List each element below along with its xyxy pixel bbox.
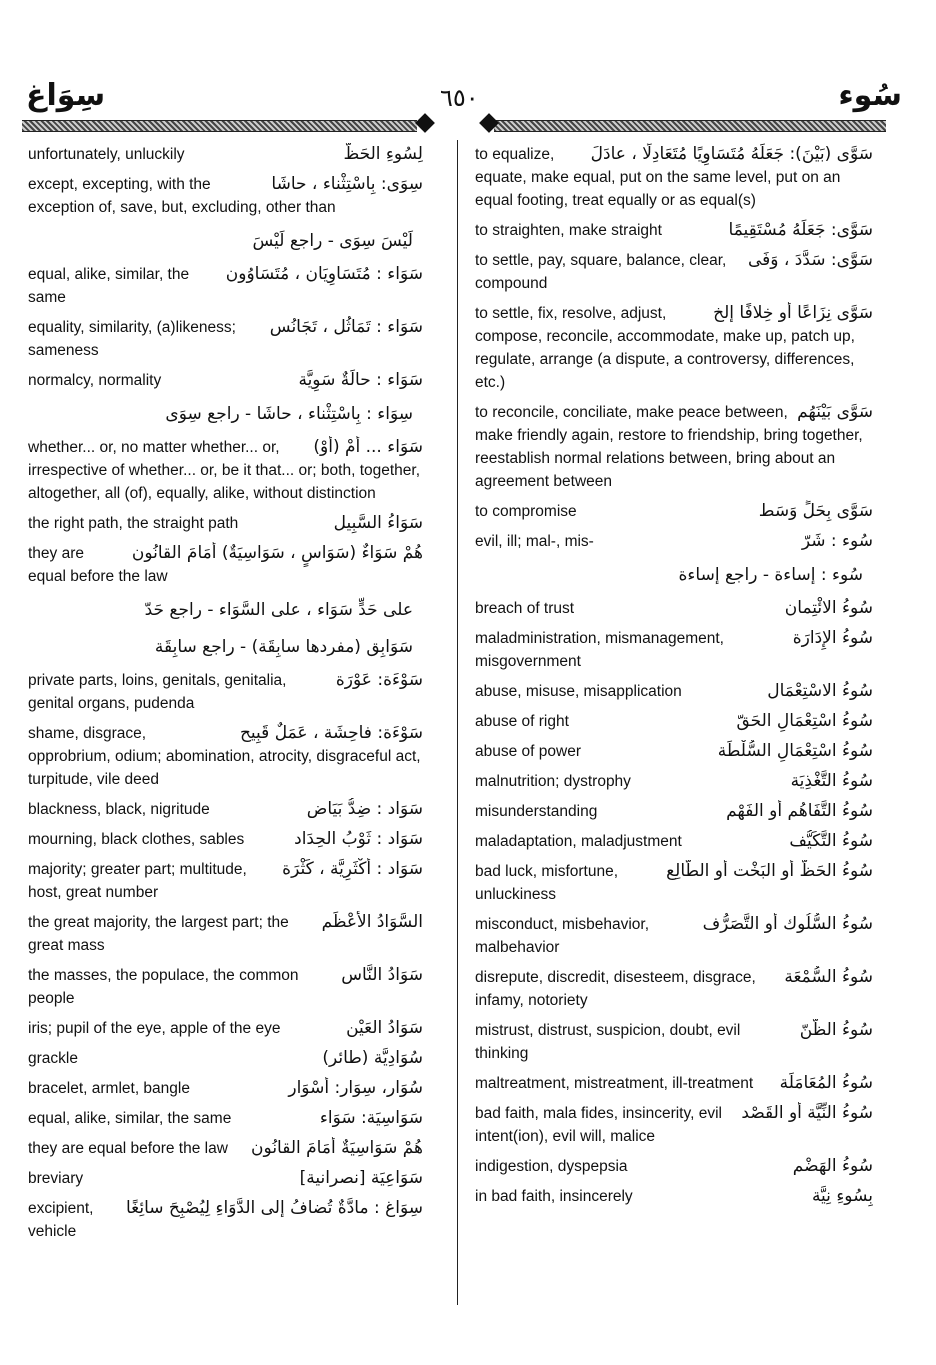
arabic-headword: سَوَّى بَيْنَهُم [797, 402, 873, 422]
arabic-headword: سَوَاءُ السَّبِيل [333, 513, 423, 533]
left-column [28, 143, 423, 1250]
dictionary-entry [475, 530, 873, 553]
english-definition: iris; pupil of the eye, apple of the eye [28, 1020, 281, 1037]
header-rule-right [494, 120, 886, 132]
arabic-headword: سَوَّى: جَعَلَهُ مُسْتَقِيمًا [728, 220, 873, 240]
arabic-headword: سَوَادُ العَيْن [346, 1018, 423, 1038]
dictionary-entry [475, 1072, 873, 1095]
arabic-headword: سَوَّى (بَيْنَ): جَعَلَهُ مُتَسَاوِيًا مُتَعَادِلًا ، عادَلَ [590, 144, 873, 164]
arabic-headword: سَوَاء ... أَمْ (أَوْ) [313, 437, 423, 457]
english-definition: the masses, the populace, the common people [28, 967, 299, 1007]
english-definition: whether... or, no matter whether... or, irrespective of whether... or, be it that... or; both, together, altogether, all (of), equally, alike, without distinction [28, 439, 421, 502]
arabic-headword: سُوءُ النِّيَّة أو القَصْد [741, 1103, 873, 1123]
dictionary-entry [28, 173, 423, 219]
arabic-headword: سُوءُ الظَّنّ [799, 1020, 873, 1040]
dictionary-entry [475, 219, 873, 242]
dictionary-entry [475, 1155, 873, 1178]
arabic-cross-reference: على حَدٍّ سَوَاء ، على السَّوَاء - راجع حَدّ [144, 600, 413, 620]
english-definition: grackle [28, 1050, 78, 1067]
english-definition: malnutrition; dystrophy [475, 773, 631, 790]
page-number: ٦٥٠ [440, 84, 479, 112]
english-definition: to settle, fix, resolve, adjust, compose, reconcile, accommodate, make up, patch up, regulate, arrange (a dispute, a controversy, differences, etc.) [475, 305, 855, 391]
english-definition: to compromise [475, 503, 577, 520]
dictionary-entry [475, 680, 873, 703]
arabic-headword: سَوَاد : ضِدُّ بَيَاض [306, 799, 423, 819]
english-definition: disrepute, discredit, disesteem, disgrace, infamy, notoriety [475, 969, 756, 1009]
arabic-cross-reference: سُوء : إساءة - راجع إساءة [678, 565, 863, 585]
arabic-cross-reference: لَيْسَ سِوَى - راجع لَيْسَ [252, 231, 413, 251]
english-definition: to equalize, equate, make equal, put on the same level, put on an equal footing, treat equally or as equal(s) [475, 146, 841, 209]
dictionary-entry [28, 143, 423, 166]
english-definition: to straighten, make straight [475, 222, 662, 239]
dictionary-entry [28, 828, 423, 851]
english-definition: they are equal before the law [28, 1140, 228, 1157]
arabic-headword: سَوَاد : ثَوْبُ الحِدَاد [294, 829, 423, 849]
diamond-ornament-left [415, 113, 435, 133]
dictionary-entry [475, 560, 873, 590]
arabic-headword: سَوَادُ النَّاس [341, 965, 423, 985]
dictionary-entry [475, 966, 873, 1012]
dictionary-entry [28, 1047, 423, 1070]
dictionary-entry [475, 800, 873, 823]
dictionary-entry [475, 710, 873, 733]
arabic-headword: سُوءُ التَّغْذِيَة [790, 771, 873, 791]
english-definition: equal, alike, similar, the same [28, 1110, 232, 1127]
english-definition: private parts, loins, genitals, genitalia, genital organs, pudenda [28, 672, 287, 712]
arabic-headword: سُوء : شَرّ [801, 531, 873, 551]
arabic-headword: سَوَّى نِزَاعًا أو خِلافًا إلخ [713, 303, 873, 323]
english-definition: maladaptation, maladjustment [475, 833, 682, 850]
arabic-headword: سُوَادِيَّة (طائر) [322, 1048, 423, 1068]
dictionary-entry [28, 669, 423, 715]
dictionary-entry [28, 1167, 423, 1190]
dictionary-entry [28, 798, 423, 821]
english-definition: indigestion, dyspepsia [475, 1158, 628, 1175]
left-guide-word: سِوَاغ [26, 78, 106, 113]
dictionary-entry [28, 1197, 423, 1243]
arabic-headword: سُوَار، سِوَار: أُسْوَار [288, 1078, 423, 1098]
dictionary-entry [28, 1017, 423, 1040]
arabic-headword: سَوَاء : تَمَاثُل ، تَجَانُس [269, 317, 423, 337]
arabic-cross-reference: سَوَابِق (مفردها سابِقَة) - راجع سابِقَة [154, 637, 413, 657]
dictionary-entry [28, 369, 423, 392]
arabic-cross-reference: سِوَاء : بِاسْتِثْناء ، حاشَا - راجع سِوَى [165, 404, 413, 424]
column-divider [457, 140, 458, 1305]
english-definition: abuse of right [475, 713, 569, 730]
right-column [475, 143, 873, 1215]
english-definition: breach of trust [475, 600, 575, 617]
english-definition: the great majority, the largest part; the great mass [28, 914, 289, 954]
english-definition: the right path, the straight path [28, 515, 239, 532]
dictionary-entry [28, 1137, 423, 1160]
arabic-headword: سَوَاعِيَة [نصرانية] [299, 1168, 423, 1188]
arabic-headword: سَوَاء : مُتَسَاوِيَان ، مُتَسَاوُون [225, 264, 423, 284]
arabic-headword: السَّوَادُ الأَعْظَم [321, 912, 423, 932]
english-definition: blackness, black, nigritude [28, 801, 210, 818]
dictionary-entry [28, 226, 423, 256]
dictionary-entry [28, 512, 423, 535]
english-definition: mistrust, distrust, suspicion, doubt, evil thinking [475, 1022, 741, 1062]
page-header [20, 80, 906, 114]
english-definition: normalcy, normality [28, 372, 162, 389]
english-definition: in bad faith, insincerely [475, 1188, 633, 1205]
dictionary-entry [28, 399, 423, 429]
english-definition: to settle, pay, square, balance, clear, compound [475, 252, 727, 292]
arabic-headword: سُوءُ اسْتِعْمَالِ السُّلْطَة [717, 741, 873, 761]
english-definition: bracelet, armlet, bangle [28, 1080, 190, 1097]
dictionary-entry [28, 436, 423, 505]
english-definition: to reconcile, conciliate, make peace between, make friendly again, restore to friendship, bring together, reestablish normal relations between, bring about an agreement between [475, 404, 863, 490]
dictionary-entry [475, 302, 873, 394]
english-definition: equal, alike, similar, the same [28, 266, 190, 306]
arabic-headword: بِسُوءِ نِيَّة [811, 1186, 873, 1206]
arabic-headword: سَوَاسِيَة: سَوَاء [319, 1108, 423, 1128]
arabic-headword: سُوءُ المُعَامَلَة [779, 1073, 873, 1093]
dictionary-entry [28, 316, 423, 362]
arabic-headword: سَوَّى: سَدَّدَ ، وَفَى [747, 250, 873, 270]
dictionary-entry [28, 542, 423, 588]
english-definition: majority; greater part; multitude, host, great number [28, 861, 247, 901]
arabic-headword: سَوَاء : حالَةٌ سَوِيَّة [298, 370, 423, 390]
english-definition: unfortunately, unluckily [28, 146, 185, 163]
dictionary-entry [28, 858, 423, 904]
header-rule-left [22, 120, 417, 132]
english-definition: shame, disgrace, opprobrium, odium; abomination, atrocity, disgraceful act, turpitude, vile deed [28, 725, 421, 788]
dictionary-entry [475, 860, 873, 906]
dictionary-entry [475, 143, 873, 212]
arabic-headword: هُمْ سَوَاءٌ (سَوَاسٍ ، سَوَاسِيَةٌ) أَمَامَ القانُون [131, 543, 423, 563]
dictionary-entry [475, 770, 873, 793]
right-guide-word: سُوء [838, 78, 902, 113]
dictionary-entry [28, 911, 423, 957]
english-definition: equality, similarity, (a)likeness; sameness [28, 319, 236, 359]
arabic-headword: سَوَاد : أَكْثَرِيَّة ، كَثْرَة [282, 859, 423, 879]
english-definition: abuse, misuse, misapplication [475, 683, 682, 700]
dictionary-entry [28, 632, 423, 662]
english-definition: maladministration, mismanagement, misgovernment [475, 630, 724, 670]
arabic-headword: سُوءُ السُّلُوك أو التَّصَرُّف [702, 914, 873, 934]
english-definition: except, excepting, with the exception of, save, but, excluding, other than [28, 176, 336, 216]
arabic-headword: هُمْ سَوَاسِيَةٌ أَمَامَ القانُون [251, 1138, 423, 1158]
english-definition: excipient, vehicle [28, 1200, 94, 1240]
dictionary-entry [28, 1077, 423, 1100]
dictionary-entry [28, 964, 423, 1010]
english-definition: they are equal before the law [28, 545, 168, 585]
english-definition: breviary [28, 1170, 84, 1187]
arabic-headword: سَوْءَة: فاحِشَة ، عَمَلٌ قَبِيح [239, 723, 423, 743]
english-definition: mourning, black clothes, sables [28, 831, 245, 848]
dictionary-entry [28, 722, 423, 791]
arabic-headword: سُوءُ الحَظّ أو البَخْت أو الطَّالِع [666, 861, 873, 881]
english-definition: evil, ill; mal-, mis- [475, 533, 594, 550]
dictionary-entry [28, 263, 423, 309]
arabic-headword: سُوءُ التَّكَيُّف [789, 831, 873, 851]
dictionary-entry [475, 249, 873, 295]
english-definition: maltreatment, mistreatment, ill-treatment [475, 1075, 754, 1092]
arabic-headword: سُوءُ الإِدَارَة [792, 628, 873, 648]
english-definition: abuse of power [475, 743, 581, 760]
dictionary-entry [475, 740, 873, 763]
arabic-headword: سَوْءَة: عَوْرَة [335, 670, 423, 690]
dictionary-entry [28, 595, 423, 625]
dictionary-entry [28, 1107, 423, 1130]
arabic-headword: سُوءُ التَّفَاهُم أو الفَهْم [726, 801, 873, 821]
arabic-headword: سُوءُ السُّمْعَة [784, 967, 873, 987]
dictionary-entry [475, 913, 873, 959]
dictionary-entry [475, 1019, 873, 1065]
dictionary-entry [475, 597, 873, 620]
arabic-headword: سُوءُ اسْتِعْمَالِ الحَقّ [736, 711, 873, 731]
dictionary-entry [475, 1185, 873, 1208]
arabic-headword: سُوءُ الائْتِمان [784, 598, 873, 618]
english-definition: misconduct, misbehavior, malbehavior [475, 916, 650, 956]
arabic-headword: سُوءُ الاسْتِعْمَال [767, 681, 873, 701]
arabic-headword: لِسُوءِ الحَظّ [343, 144, 423, 164]
dictionary-entry [475, 401, 873, 493]
dictionary-entry [475, 627, 873, 673]
dictionary-entry [475, 830, 873, 853]
arabic-headword: سَوَّى بِحَلٍّ وَسَط [758, 501, 873, 521]
arabic-headword: سُوءُ الهَضْم [792, 1156, 873, 1176]
english-definition: bad faith, mala fides, insincerity, evil intent(ion), evil will, malice [475, 1105, 722, 1145]
arabic-headword: سِوَاغ : مادَّةٌ تُضافُ إلى الدَّوَاءِ لِيُصْبِحَ سائِغًا [125, 1198, 423, 1218]
dictionary-entry [475, 500, 873, 523]
english-definition: bad luck, misfortune, unluckiness [475, 863, 619, 903]
dictionary-entry [475, 1102, 873, 1148]
arabic-headword: سِوَى: بِاسْتِثْناء ، حاشَا [271, 174, 423, 194]
english-definition: misunderstanding [475, 803, 598, 820]
